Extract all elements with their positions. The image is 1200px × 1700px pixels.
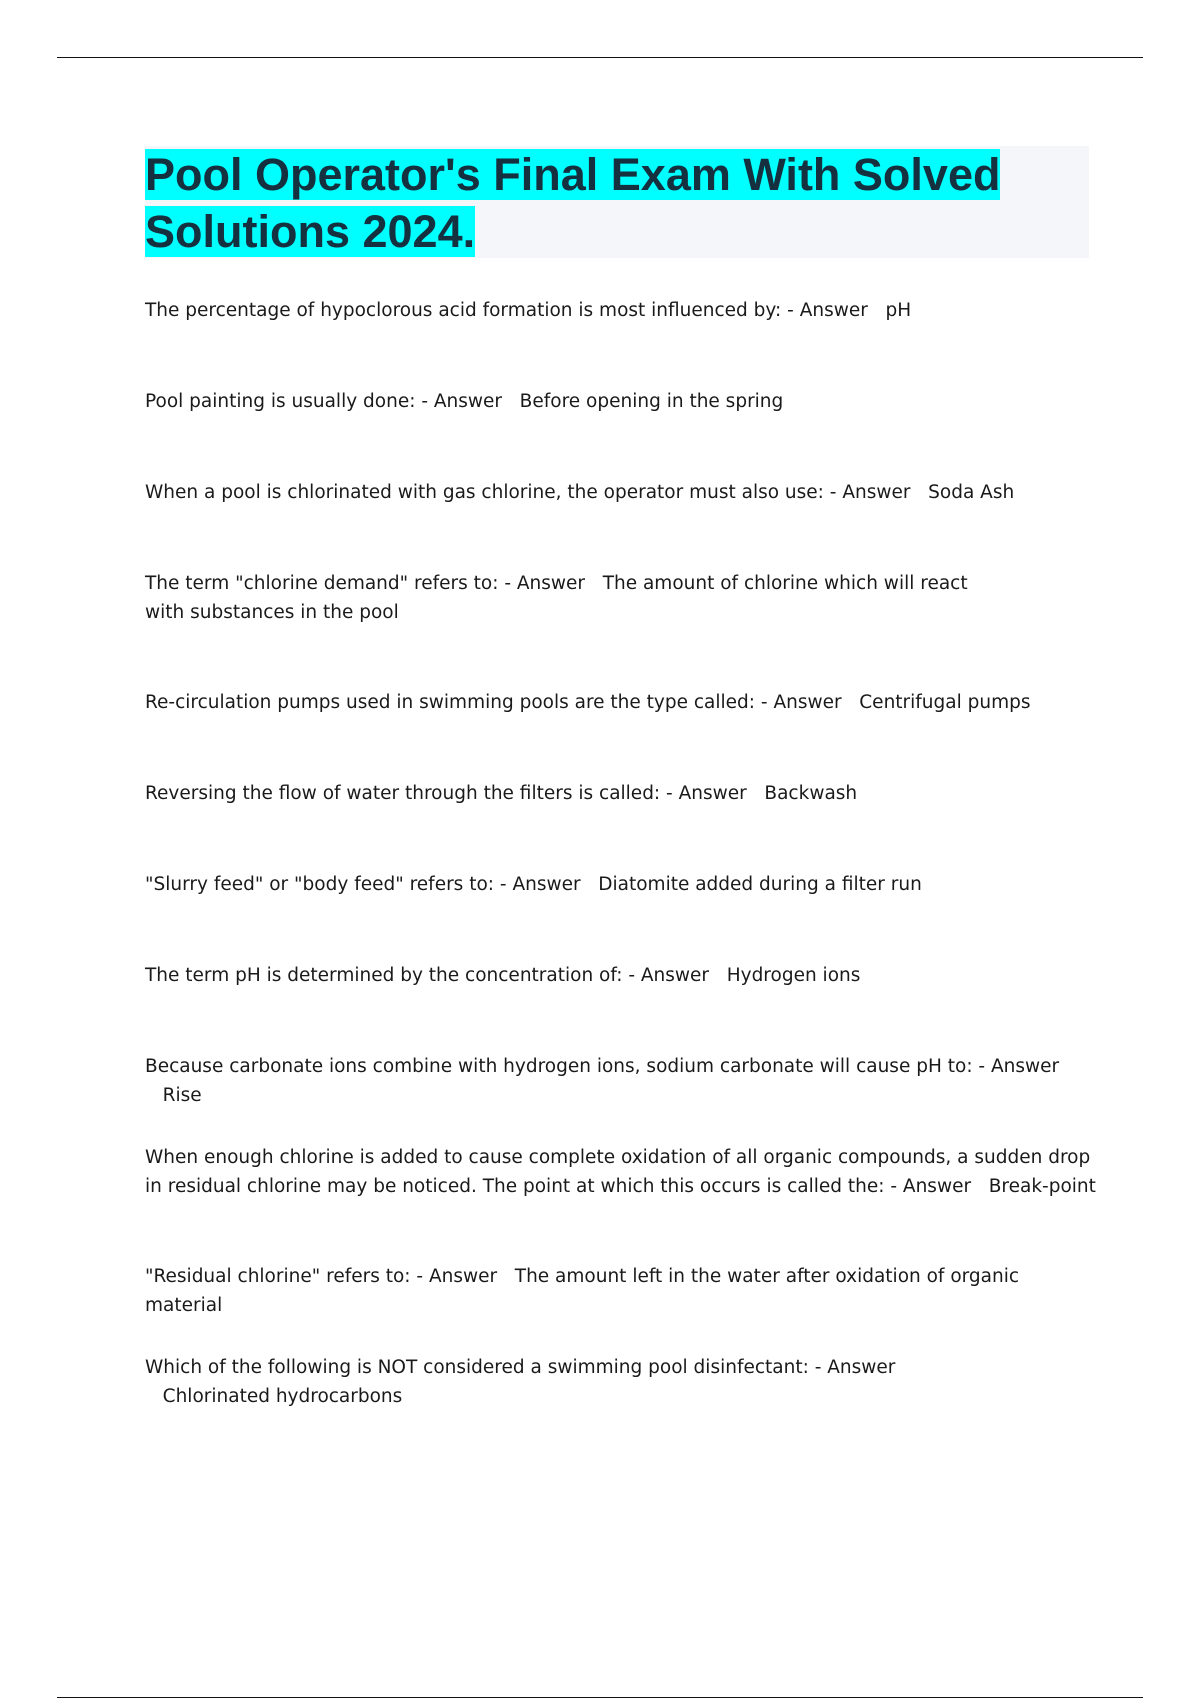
- qa-item: [145, 779, 1095, 808]
- answer-text: The amount left in the water after oxidation of organic material: [145, 1266, 1020, 1316]
- question-text: The percentage of hypoclorous acid formation is most influenced by: - Answer: [145, 300, 868, 321]
- qa-item: [145, 478, 1095, 507]
- qa-item: [145, 1262, 1100, 1320]
- question-text: Because carbonate ions combine with hydrogen ions, sodium carbonate will cause pH to: - Answer: [145, 1056, 1060, 1077]
- answer-text: pH: [885, 300, 912, 321]
- answer-text: Soda Ash: [928, 482, 1015, 503]
- answer-text: Backwash: [764, 783, 858, 804]
- qa-item: [145, 1143, 1100, 1201]
- qa-item: [145, 1052, 1100, 1110]
- answer-text: Before opening in the spring: [519, 391, 784, 412]
- qa-item: [145, 688, 1095, 717]
- qa-item: [145, 1353, 1005, 1411]
- question-text: When a pool is chlorinated with gas chlorine, the operator must also use: - Answer: [145, 482, 911, 503]
- question-text: The term "chlorine demand" refers to: - Answer: [145, 573, 586, 594]
- question-text: "Slurry feed" or "body feed" refers to: - Answer: [145, 874, 581, 895]
- answer-text: Centrifugal pumps: [859, 692, 1031, 713]
- question-text: "Residual chlorine" refers to: - Answer: [145, 1266, 498, 1287]
- document-title: [145, 146, 1089, 260]
- qa-item: [145, 569, 1005, 627]
- answer-text: Break-point: [988, 1176, 1096, 1197]
- question-text: Reversing the flow of water through the filters is called: - Answer: [145, 783, 747, 804]
- answer-text: Rise: [162, 1085, 202, 1106]
- qa-item: [145, 296, 1095, 325]
- question-text: When enough chlorine is added to cause complete oxidation of all organic compounds, a sudden drop in residual chlorine may be noticed. The point at which this occurs is called the: - Answer: [145, 1147, 1091, 1197]
- answer-text: Diatomite added during a filter run: [598, 874, 922, 895]
- title-highlight: Pool Operator's Final Exam With Solved Solutions 2024.: [145, 149, 1001, 257]
- bottom-rule: [57, 1697, 1143, 1698]
- question-text: Which of the following is NOT considered a swimming pool disinfectant: - Answer: [145, 1357, 896, 1378]
- top-rule: [57, 57, 1143, 58]
- title-block: [145, 146, 1089, 258]
- answer-text: Hydrogen ions: [726, 965, 861, 986]
- answer-text: The amount of chlorine which will react with substances in the pool: [145, 573, 968, 623]
- qa-item: [145, 387, 1095, 416]
- qa-item: [145, 870, 1095, 899]
- answer-text: Chlorinated hydrocarbons: [162, 1386, 403, 1407]
- question-text: Pool painting is usually done: - Answer: [145, 391, 503, 412]
- qa-item: [145, 961, 1095, 990]
- question-text: The term pH is determined by the concentration of: - Answer: [145, 965, 710, 986]
- question-text: Re-circulation pumps used in swimming pools are the type called: - Answer: [145, 692, 842, 713]
